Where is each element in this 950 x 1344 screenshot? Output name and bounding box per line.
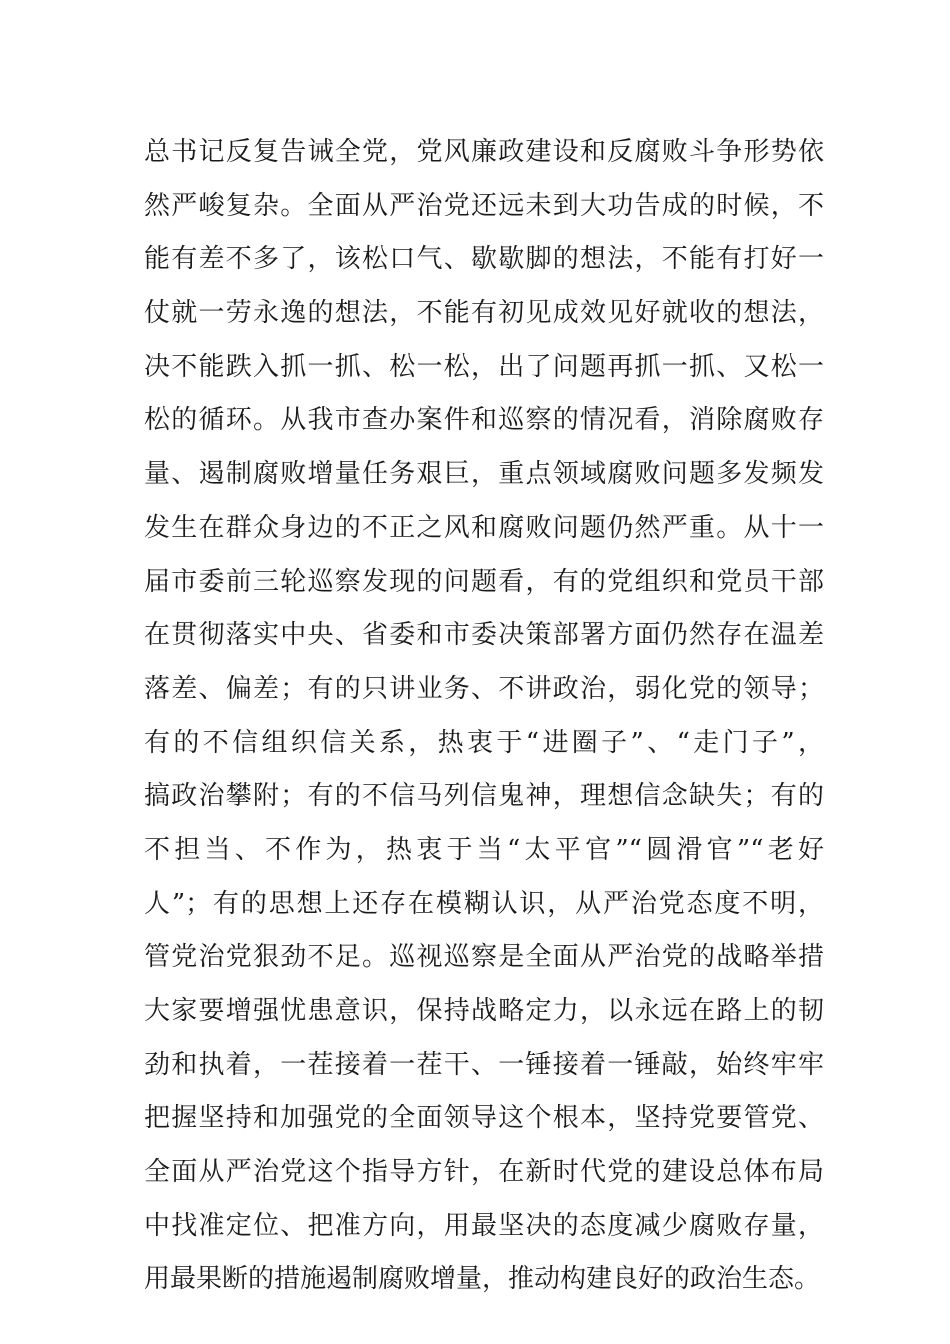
text-line: 管党治党狠劲不足。巡视巡察是全面从严治党的战略举措 bbox=[144, 942, 824, 973]
text-line: 届市委前三轮巡察发现的问题看，有的党组织和党员干部 bbox=[144, 566, 824, 597]
text-line: 有的不信组织信关系，热衷于“进圈子”、“走门子”， bbox=[144, 727, 824, 758]
text-line: 仗就一劳永逸的想法，不能有初见成效见好就收的想法， bbox=[144, 298, 824, 329]
text-line: 在贯彻落实中央、省委和市委决策部署方面仍然存在温差 bbox=[144, 620, 824, 651]
text-line: 搞政治攀附；有的不信马列信鬼神，理想信念缺失；有的 bbox=[144, 781, 824, 812]
text-line: 量、遏制腐败增量任务艰巨，重点领域腐败问题多发频发 bbox=[144, 459, 824, 490]
text-line: 能有差不多了，该松口气、歇歇脚的想法，不能有打好一 bbox=[144, 244, 824, 275]
text-line: 全面从严治党这个指导方针，在新时代党的建设总体布局 bbox=[144, 1157, 824, 1188]
text-line: 人”；有的思想上还存在模糊认识，从严治党态度不明， bbox=[144, 888, 824, 919]
text-line: 不担当、不作为，热衷于当“太平官”“圆滑官”“老好 bbox=[144, 834, 824, 865]
text-line: 用最果断的措施遏制腐败增量，推动构建良好的政治生态。 bbox=[144, 1264, 821, 1295]
text-line: 总书记反复告诫全党，党风廉政建设和反腐败斗争形势依 bbox=[144, 137, 824, 167]
text-line: 发生在群众身边的不正之风和腐败问题仍然严重。从十一 bbox=[144, 512, 824, 543]
text-line: 落差、偏差；有的只讲业务、不讲政治，弱化党的领导； bbox=[144, 673, 824, 704]
text-line: 中找准定位、把准方向，用最坚决的态度减少腐败存量， bbox=[144, 1210, 824, 1241]
body-paragraph bbox=[144, 126, 824, 1307]
text-line: 劲和执着，一茬接着一茬干、一锤接着一锤敲，始终牢牢 bbox=[144, 1049, 824, 1080]
text-line: 大家要增强忧患意识，保持战略定力，以永远在路上的韧 bbox=[144, 996, 824, 1026]
text-line: 松的循环。从我市查办案件和巡察的情况看，消除腐败存 bbox=[144, 405, 824, 436]
text-line: 决不能跌入抓一抓、松一松，出了问题再抓一抓、又松一 bbox=[144, 351, 824, 382]
text-line: 把握坚持和加强党的全面领导这个根本，坚持党要管党、 bbox=[144, 1103, 824, 1134]
text-line: 然严峻复杂。全面从严治党还远未到大功告成的时候，不 bbox=[144, 190, 824, 221]
